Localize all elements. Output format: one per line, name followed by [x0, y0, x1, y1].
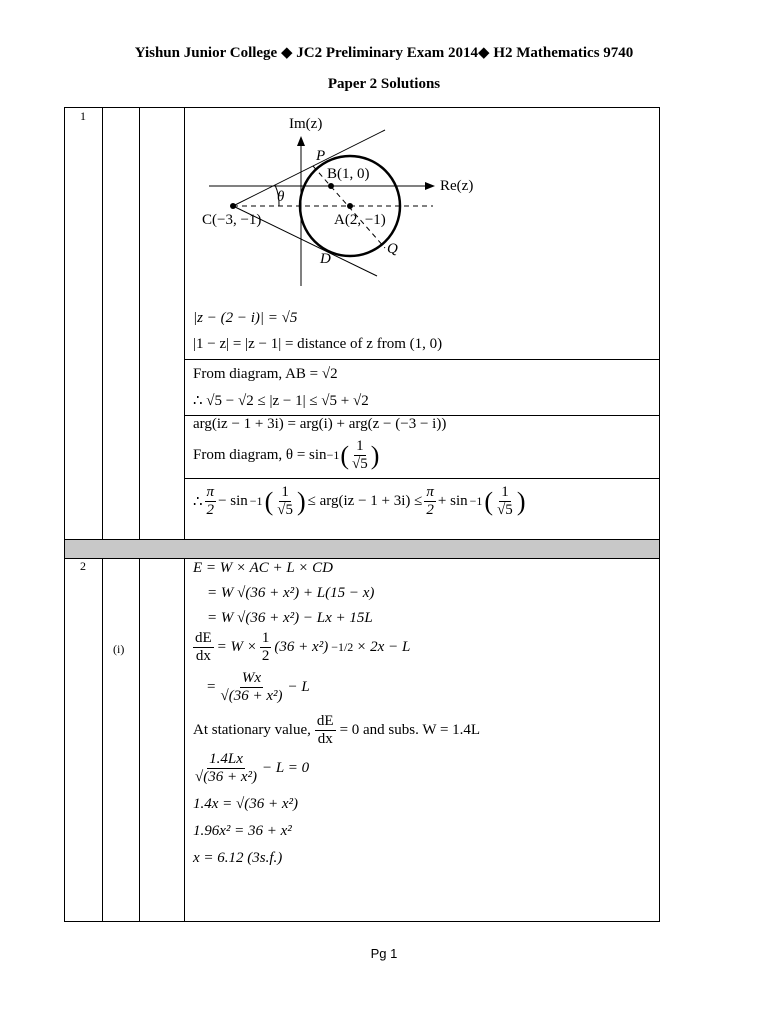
- q1-distance-statement: |1 − z| = |z − 1| = distance of z from (1, 0): [193, 336, 443, 352]
- q1-modulus-equation: |z − (2 − i)| = √5: [193, 310, 298, 326]
- col-divider: [102, 108, 103, 921]
- part-label: (i): [113, 642, 125, 656]
- point-q-label: Q: [387, 241, 398, 257]
- q2-line2: = W √(36 + x²) + L(15 − x): [207, 585, 375, 601]
- q2-energy-equation: E = W × AC + L × CD: [193, 560, 333, 576]
- header-title: Yishun Junior College ◆ JC2 Preliminary Exam 2014◆ H2 Mathematics 9740: [134, 45, 634, 61]
- theta-label: θ: [277, 189, 285, 205]
- q1-theta-statement: From diagram, θ = sin −1 ( $\frac{1}{√5}$ ): [193, 438, 380, 472]
- page-number: Pg 1: [370, 946, 398, 961]
- q2-stationary-condition: At stationary value, $\frac{dE}{dx}$ = 0 and subs. W = 1.4L: [193, 713, 481, 747]
- inverse-sup: −1: [326, 448, 340, 462]
- theta-text: From diagram, θ = sin: [193, 447, 327, 463]
- im-axis-label: Im(z): [289, 116, 323, 132]
- point-d-label: D: [320, 251, 331, 267]
- q2-line8: 1.4x = √(36 + x²): [193, 796, 299, 812]
- row-divider: [184, 478, 659, 479]
- q1-modulus-inequality: ∴ √5 − √2 ≤ |z − 1| ≤ √5 + √2: [193, 393, 369, 409]
- point-c-label: C(−3, −1): [202, 212, 262, 228]
- header-subtitle: Paper 2 Solutions: [327, 76, 441, 92]
- q2-line3: = W √(36 + x²) − Lx + 15L: [207, 610, 373, 626]
- argand-diagram: [185, 108, 485, 308]
- separator-band: [65, 539, 659, 559]
- point-b-label: B(1, 0): [327, 166, 370, 182]
- q2-line9: 1.96x² = 36 + x²: [193, 823, 292, 839]
- row-divider: [184, 359, 659, 360]
- question-number: 2: [80, 559, 86, 573]
- re-axis-label: Re(z): [440, 178, 474, 194]
- q1-ab-statement: From diagram, AB = √2: [193, 366, 338, 382]
- point-a-label: A(2, −1): [334, 212, 386, 228]
- point-p-label: P: [316, 148, 326, 164]
- one-over-root5: $\frac{1}{√5}$: [352, 438, 368, 472]
- therefore-symbol: ∴: [193, 494, 203, 510]
- q2-derivative-simplified: = $\frac{Wx}{\text{√(36 + x²)}}$ − L: [207, 670, 310, 704]
- q1-arg-identity: arg(iz − 1 + 3i) = arg(i) + arg(z − (−3 − i)): [193, 416, 447, 432]
- col-divider: [139, 108, 140, 921]
- q1-arg-range: ∴ $\frac{\pi}{2}$ − sin −1 ( $\frac{1}{√5}$ ) ≤ arg(iz − 1 + 3i) ≤ $\frac{\pi}{2}$ + sin −1 ( $\frac{1}{√5}$ ): [193, 484, 526, 518]
- question-number: 1: [80, 109, 86, 123]
- solutions-table: [64, 107, 660, 922]
- q2-equation-solve: $\frac{1.4Lx}{\text{√(36 + x²)}}$ − L = 0: [195, 751, 310, 785]
- q2-answer: x = 6.12 (3s.f.): [193, 850, 283, 866]
- q2-derivative: $\frac{dE}{dx}$ = W × $\frac{1}{2}$ (36 + x²) −1/2 × 2x − L: [195, 630, 411, 664]
